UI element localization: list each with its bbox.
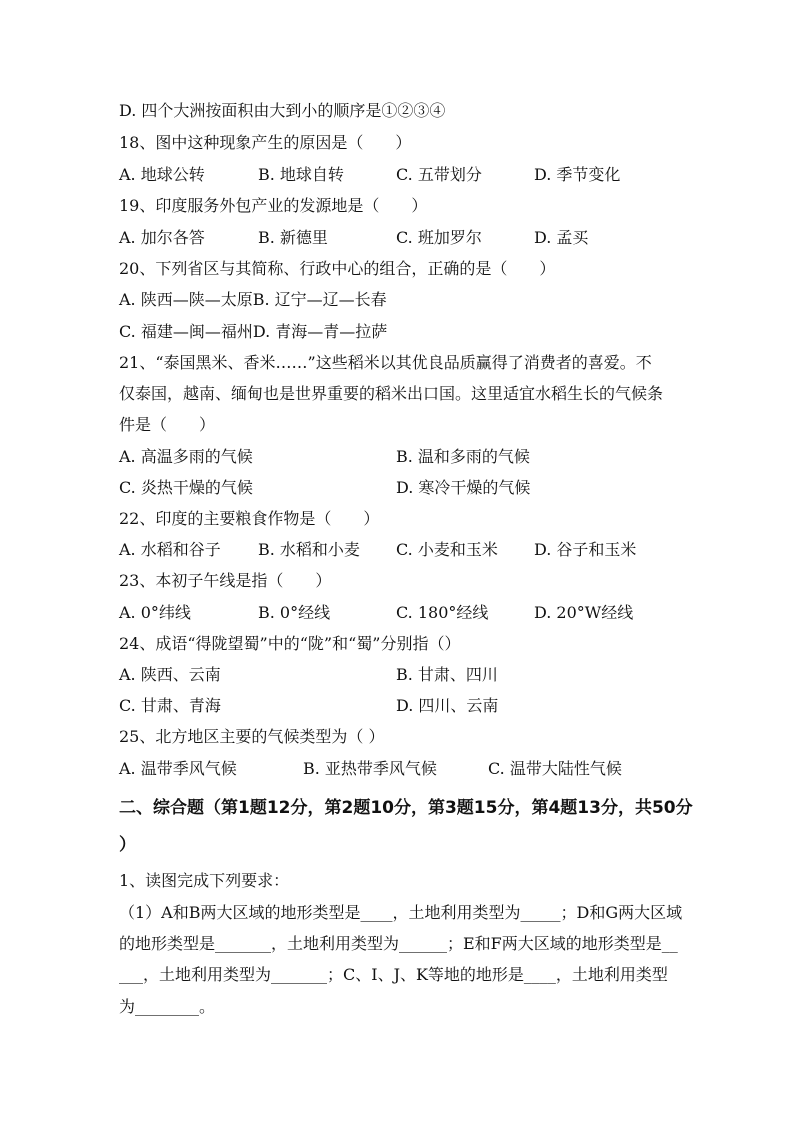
question-18: 18、图中这种现象产生的原因是（ ）: [119, 133, 412, 152]
q18-option-b: B. 地球自转: [258, 165, 344, 184]
q22-option-d: D. 谷子和玉米: [534, 540, 637, 559]
q25-option-a: A. 温带季风气候: [119, 759, 237, 778]
question-21-line-2: 仅泰国，越南、缅甸也是世界重要的稻米出口国。这里适宜水稻生长的气候条: [119, 384, 664, 403]
q20-options-row-2: C. 福建—闽—福州D. 青海—青—拉萨: [119, 322, 388, 341]
q21-option-b: B. 温和多雨的气候: [396, 447, 530, 466]
question-19: 19、印度服务外包产业的发源地是（ ）: [119, 196, 428, 215]
q1-part-1-line-4: 为________。: [119, 997, 216, 1016]
section-2-heading-line-1: 二、综合题（第1题12分，第2题10分，第3题15分，第4题13分，共50分: [119, 798, 693, 818]
q1-part-1-line-1: （1）A和B两大区域的地形类型是____，土地利用类型为_____；D和G两大区域: [119, 903, 683, 922]
q17-option-d: D. 四个大洲按面积由大到小的顺序是①②③④: [119, 101, 446, 120]
question-24: 24、成语“得陇望蜀”中的“陇”和“蜀”分别指（）: [119, 634, 461, 653]
q20-options-row-1: A. 陕西—陕—太原B. 辽宁—辽—长春: [119, 290, 387, 309]
q22-option-a: A. 水稻和谷子: [119, 540, 221, 559]
q21-option-a: A. 高温多雨的气候: [119, 447, 253, 466]
question-22: 22、印度的主要粮食作物是（ ）: [119, 509, 380, 528]
q19-option-b: B. 新德里: [258, 228, 328, 247]
q18-option-c: C. 五带划分: [396, 165, 482, 184]
q19-option-d: D. 孟买: [534, 228, 589, 247]
question-21-line-1: 21、“泰国黑米、香米……”这些稻米以其优良品质赢得了消费者的喜爱。不: [119, 353, 652, 372]
q1-part-1-line-3: ___，土地利用类型为_______；C、I、J、K等地的地形是____，土地利用类型: [119, 965, 668, 984]
section-2-heading-line-2: ）: [119, 835, 136, 855]
question-21-line-3: 件是（ ）: [119, 415, 216, 434]
question-25: 25、北方地区主要的气候类型为（ ）: [119, 727, 385, 746]
q23-option-d: D. 20°W经线: [534, 603, 634, 622]
q22-option-c: C. 小麦和玉米: [396, 540, 498, 559]
q25-option-c: C. 温带大陆性气候: [488, 759, 622, 778]
q24-option-c: C. 甘肃、青海: [119, 696, 221, 715]
q21-option-d: D. 寒冷干燥的气候: [396, 478, 531, 497]
question-20: 20、下列省区与其简称、行政中心的组合，正确的是（ ）: [119, 259, 556, 278]
q22-option-b: B. 水稻和小麦: [258, 540, 360, 559]
q23-option-b: B. 0°经线: [258, 603, 331, 622]
q18-option-a: A. 地球公转: [119, 165, 205, 184]
q23-option-c: C. 180°经线: [396, 603, 489, 622]
q24-option-d: D. 四川、云南: [396, 696, 499, 715]
q24-option-b: B. 甘肃、四川: [396, 665, 498, 684]
q19-option-a: A. 加尔各答: [119, 228, 205, 247]
q25-option-b: B. 亚热带季风气候: [303, 759, 437, 778]
q23-option-a: A. 0°纬线: [119, 603, 191, 622]
q24-option-a: A. 陕西、云南: [119, 665, 221, 684]
q19-option-c: C. 班加罗尔: [396, 228, 482, 247]
comprehensive-question-1: 1、读图完成下列要求：: [119, 871, 290, 890]
q18-option-d: D. 季节变化: [534, 165, 621, 184]
question-23: 23、本初子午线是指（ ）: [119, 571, 332, 590]
q1-part-1-line-2: 的地形类型是_______，土地利用类型为______；E和F两大区域的地形类型是__: [119, 934, 678, 953]
q21-option-c: C. 炎热干燥的气候: [119, 478, 253, 497]
